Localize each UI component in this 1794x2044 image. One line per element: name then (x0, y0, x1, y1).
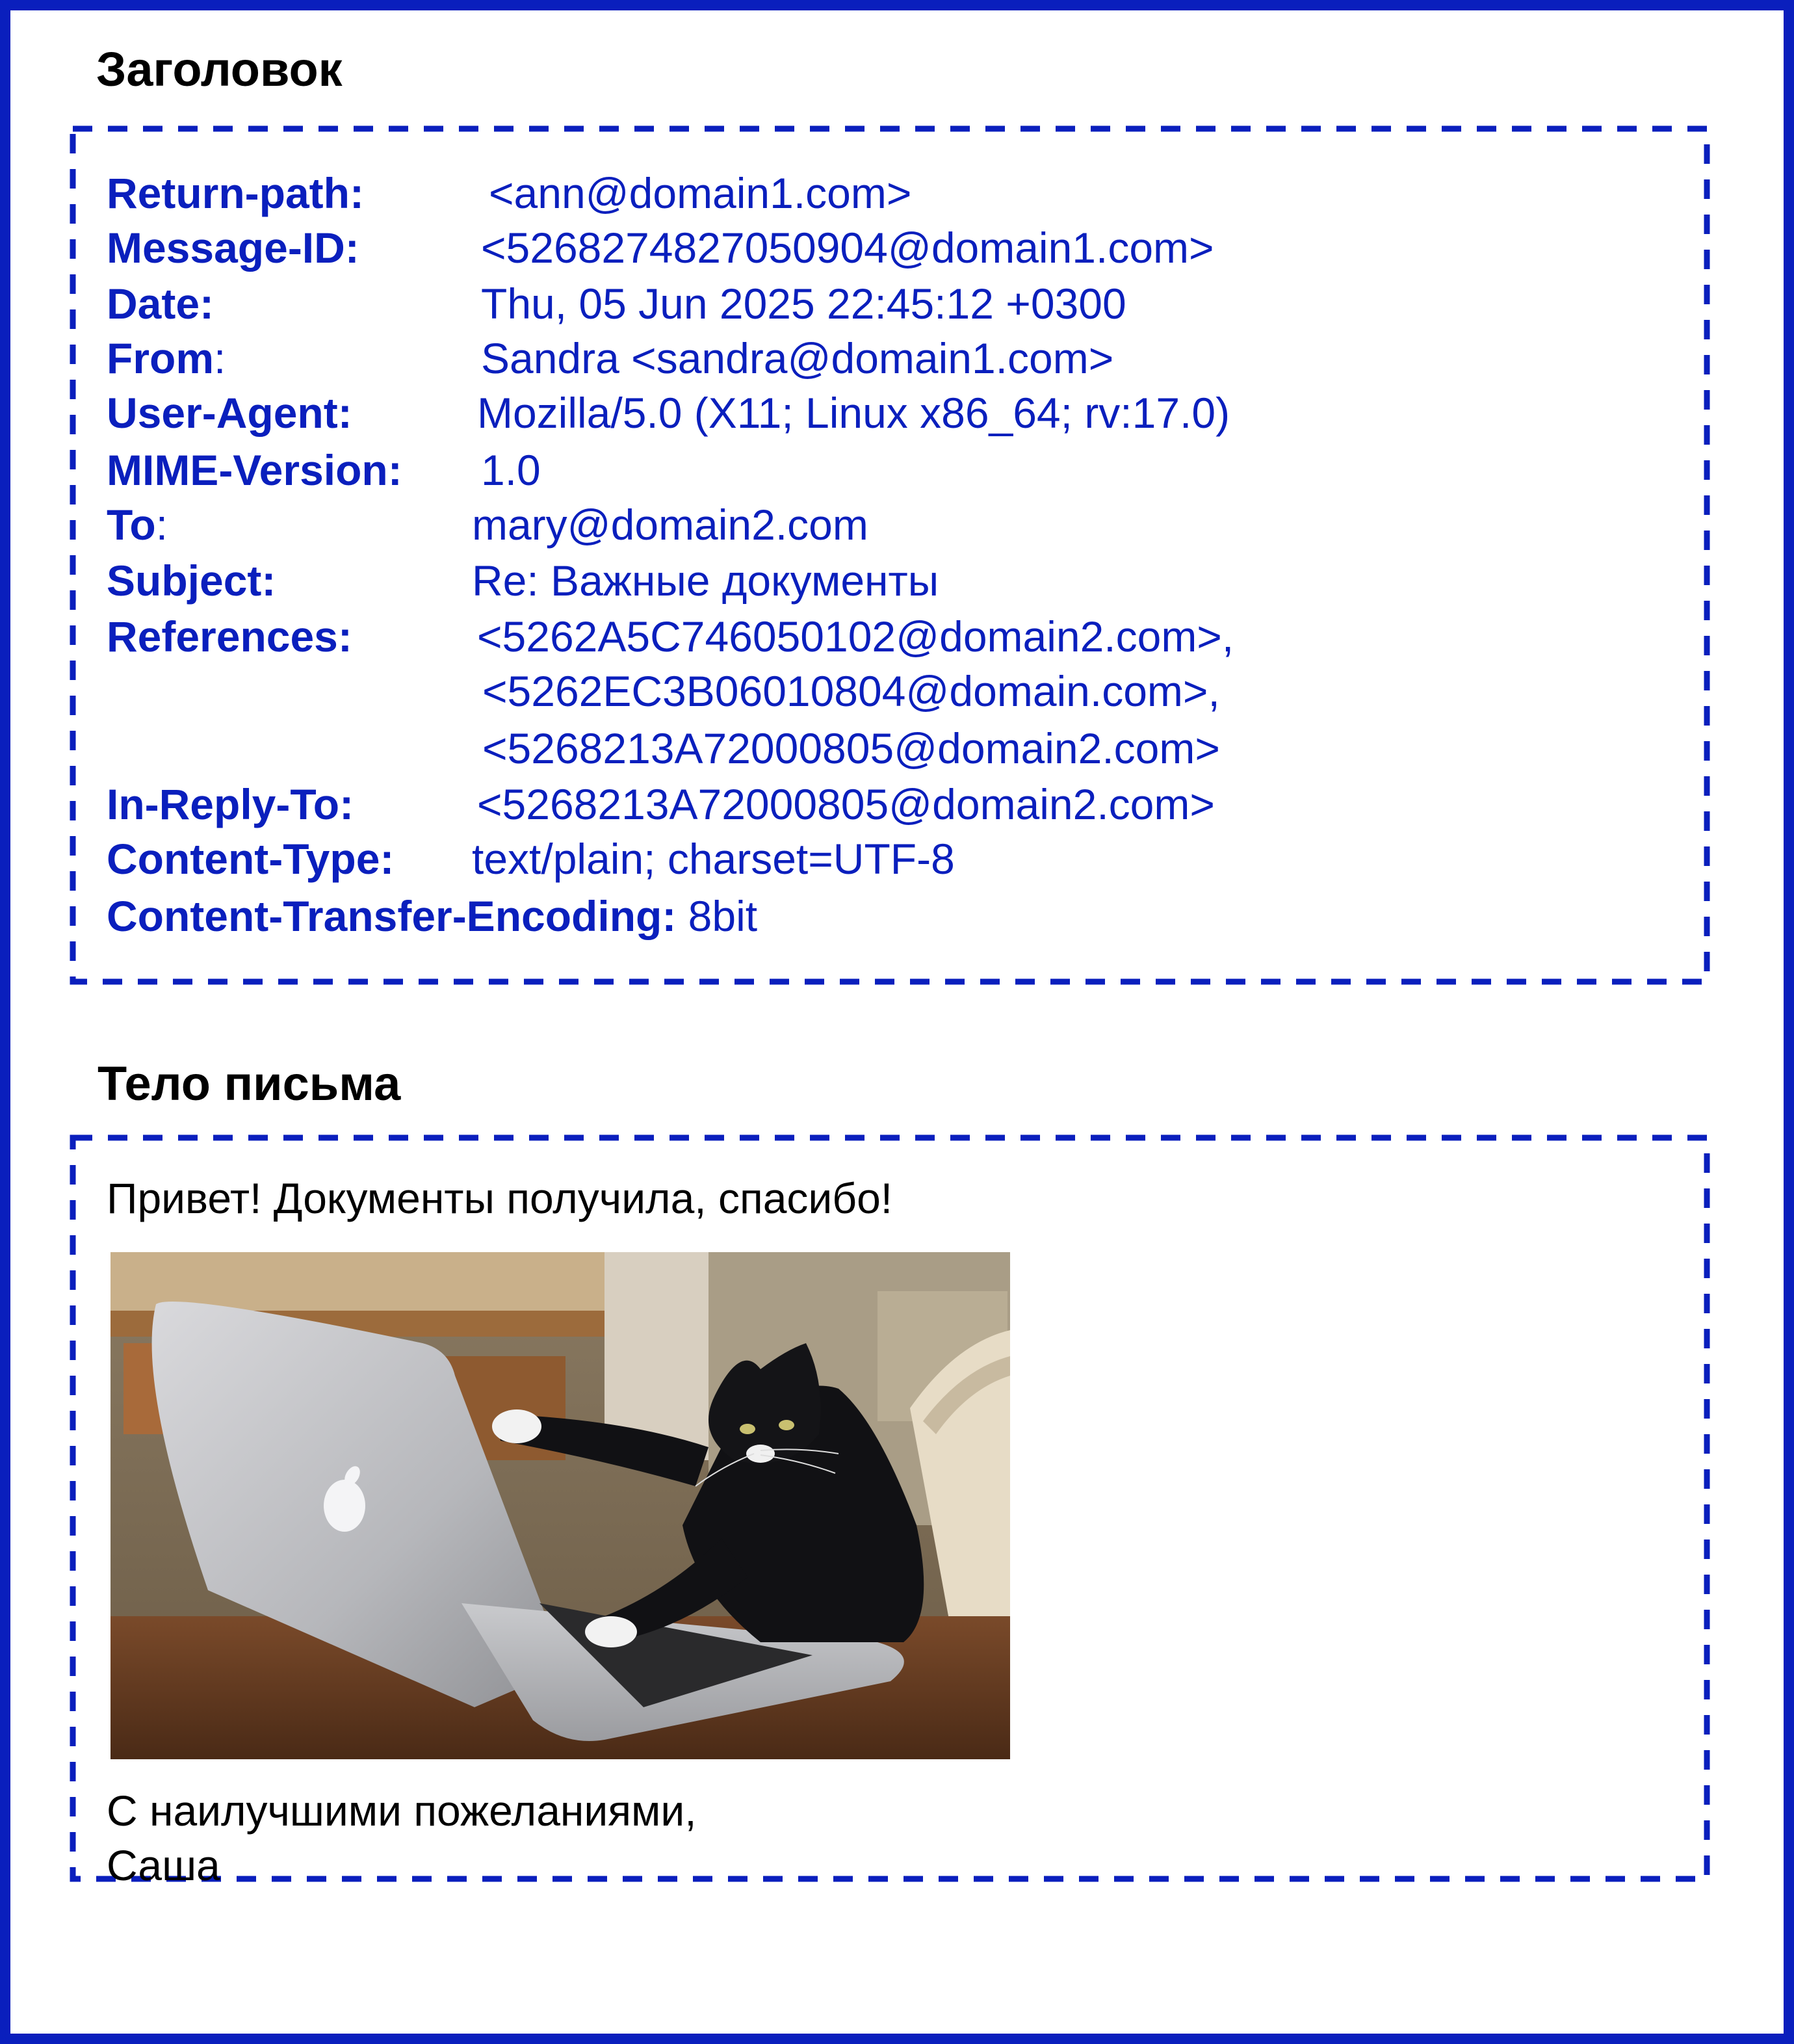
header-field-user-agent (107, 389, 1230, 437)
header-field-name: Date: (107, 280, 214, 328)
cat-laptop-image (110, 1252, 1010, 1759)
cat-laptop-illustration (110, 1252, 1010, 1759)
header-field-name: From (107, 334, 214, 382)
header-field-name: User-Agent: (107, 389, 352, 437)
header-field-subject (107, 557, 939, 605)
body-greeting: Привет! Документы получила, спасибо! (107, 1174, 893, 1222)
body-signature: Саша (107, 1841, 220, 1889)
header-field-name: In-Reply-To: (107, 780, 354, 828)
header-field-name: MIME-Version: (107, 446, 402, 494)
header-field-name: Content-Transfer-Encoding: (107, 892, 677, 940)
header-field-value: Re: Важные документы (472, 557, 939, 605)
header-field-colon: : (214, 334, 226, 382)
header-field-value: Sandra <sandra@domain1.com> (481, 334, 1114, 382)
header-field-in-reply-to (107, 780, 1215, 828)
header-field-from (107, 334, 1114, 382)
header-section-title: Заголовок (96, 42, 343, 96)
body-section-title: Тело письма (98, 1056, 401, 1110)
header-field-name: Subject: (107, 557, 276, 605)
header-field-name: Return-path: (107, 169, 364, 217)
header-field-value: <ann@domain1.com> (489, 169, 912, 217)
body-box (70, 1135, 1710, 1889)
header-field-value: <5268274827050904@domain1.com> (481, 224, 1214, 272)
header-field-name: To (107, 501, 156, 549)
header-field-value: mary@domain2.com (472, 501, 868, 549)
header-field-to (107, 501, 868, 549)
header-field-mime-version (107, 446, 541, 494)
header-field-name: Content-Type: (107, 835, 395, 883)
header-field-value: <5268213A72000805@domain2.com> (482, 724, 1220, 772)
header-field-value: <5262EC3B06010804@domain.com>, (482, 667, 1220, 715)
header-field-content-type (107, 835, 955, 883)
header-field-message-id (107, 224, 1214, 272)
body-closing: С наилучшими пожеланиями, (107, 1787, 697, 1835)
header-field-value: <5268213A72000805@domain2.com> (477, 780, 1215, 828)
header-field-references (107, 612, 1234, 661)
header-field-date (107, 280, 1126, 328)
header-field-value: <5262A5C746050102@domain2.com>, (477, 612, 1234, 661)
header-field-return-path (107, 169, 912, 217)
header-field-colon: : (155, 501, 168, 549)
header-field-value: 8bit (688, 892, 758, 940)
header-field-content-transfer-encoding (107, 892, 758, 940)
header-field-name: Message-ID: (107, 224, 359, 272)
header-box (70, 126, 1710, 984)
header-field-name: References: (107, 612, 352, 661)
header-field-value: Thu, 05 Jun 2025 22:45:12 +0300 (481, 280, 1126, 328)
header-field-value: 1.0 (481, 446, 541, 494)
header-field-value: Mozilla/5.0 (X11; Linux x86_64; rv:17.0) (477, 389, 1230, 437)
header-field-value: text/plain; charset=UTF-8 (472, 835, 955, 883)
